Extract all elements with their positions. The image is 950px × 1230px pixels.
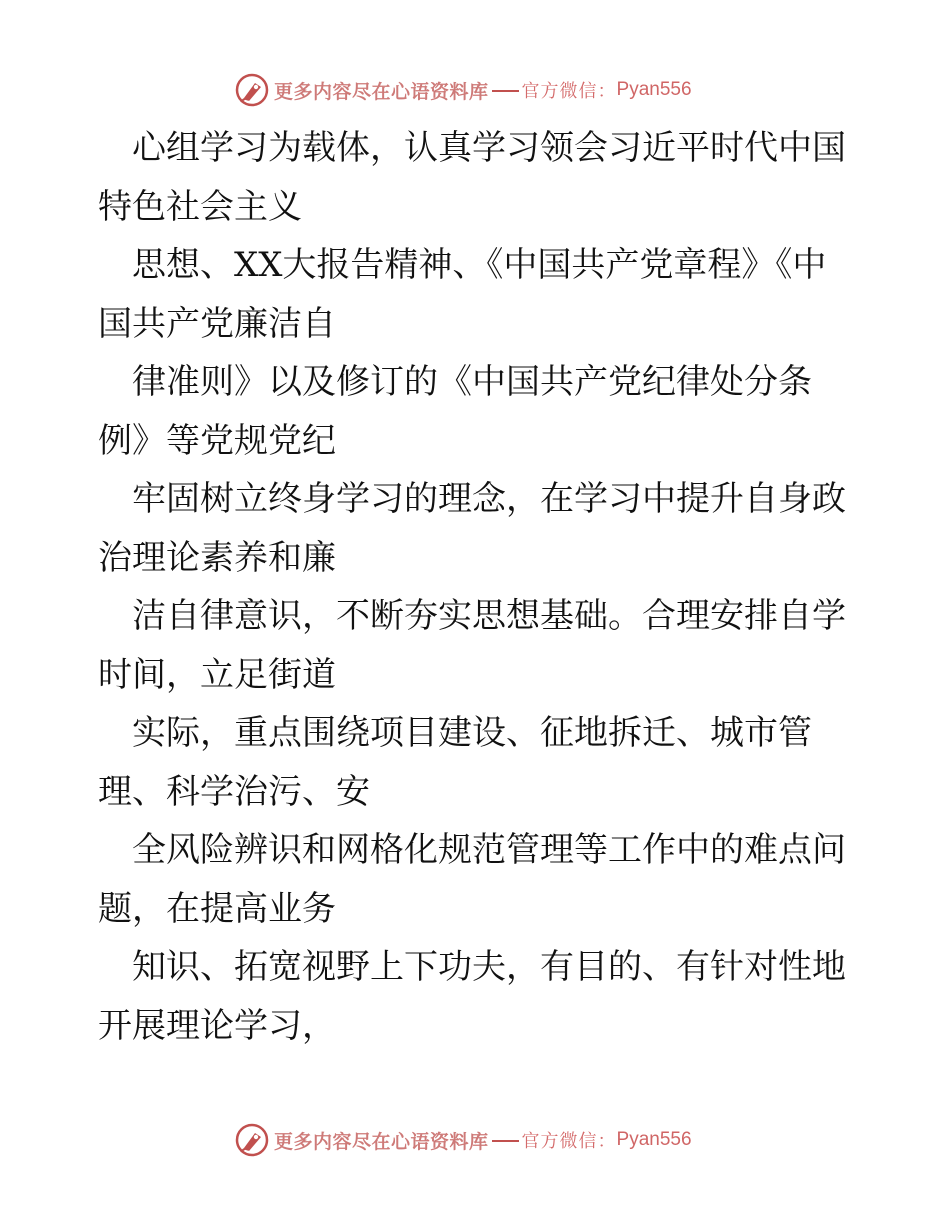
paragraph: 律准则》以及修订的《中国共产党纪律处分条例》等党规党纪 [98, 362, 812, 461]
watermark-dash [492, 90, 519, 92]
paragraph: 知识、拓宽视野上下功夫，有目的、有针对性地开展理论学习， [98, 947, 846, 1046]
pen-nib-icon [235, 1123, 269, 1157]
paragraph: 实际，重点围绕项目建设、征地拆迁、城市管理、科学治污、安 [98, 713, 812, 812]
paragraph: 心组学习为载体，认真学习领会习近平时代中国特色社会主义 [98, 128, 846, 227]
watermark-dash [492, 1140, 519, 1142]
watermark-title: 更多内容尽在心语资料库 [274, 1130, 489, 1153]
header-watermark [235, 71, 692, 109]
paragraph: 牢固树立终身学习的理念，在学习中提升自身政治理论素养和廉 [98, 479, 846, 578]
paragraph: 全风险辨识和网格化规范管理等工作中的难点问题，在提高业务 [98, 830, 846, 929]
watermark-wechat-id: Pyan556 [616, 79, 692, 100]
watermark-label: 官方微信： [521, 1131, 617, 1152]
watermark-title: 更多内容尽在心语资料库 [274, 80, 489, 103]
document-body [98, 119, 858, 1055]
watermark-wechat-id: Pyan556 [616, 1129, 692, 1150]
paragraph: 思想、XX大报告精神、《中国共产党章程》《中国共产党廉洁自 [98, 245, 827, 344]
watermark-label: 官方微信： [521, 81, 617, 102]
footer-watermark [235, 1121, 692, 1159]
pen-nib-icon [235, 73, 269, 107]
paragraph: 洁自律意识，不断夯实思想基础。合理安排自学时间，立足街道 [98, 596, 846, 695]
